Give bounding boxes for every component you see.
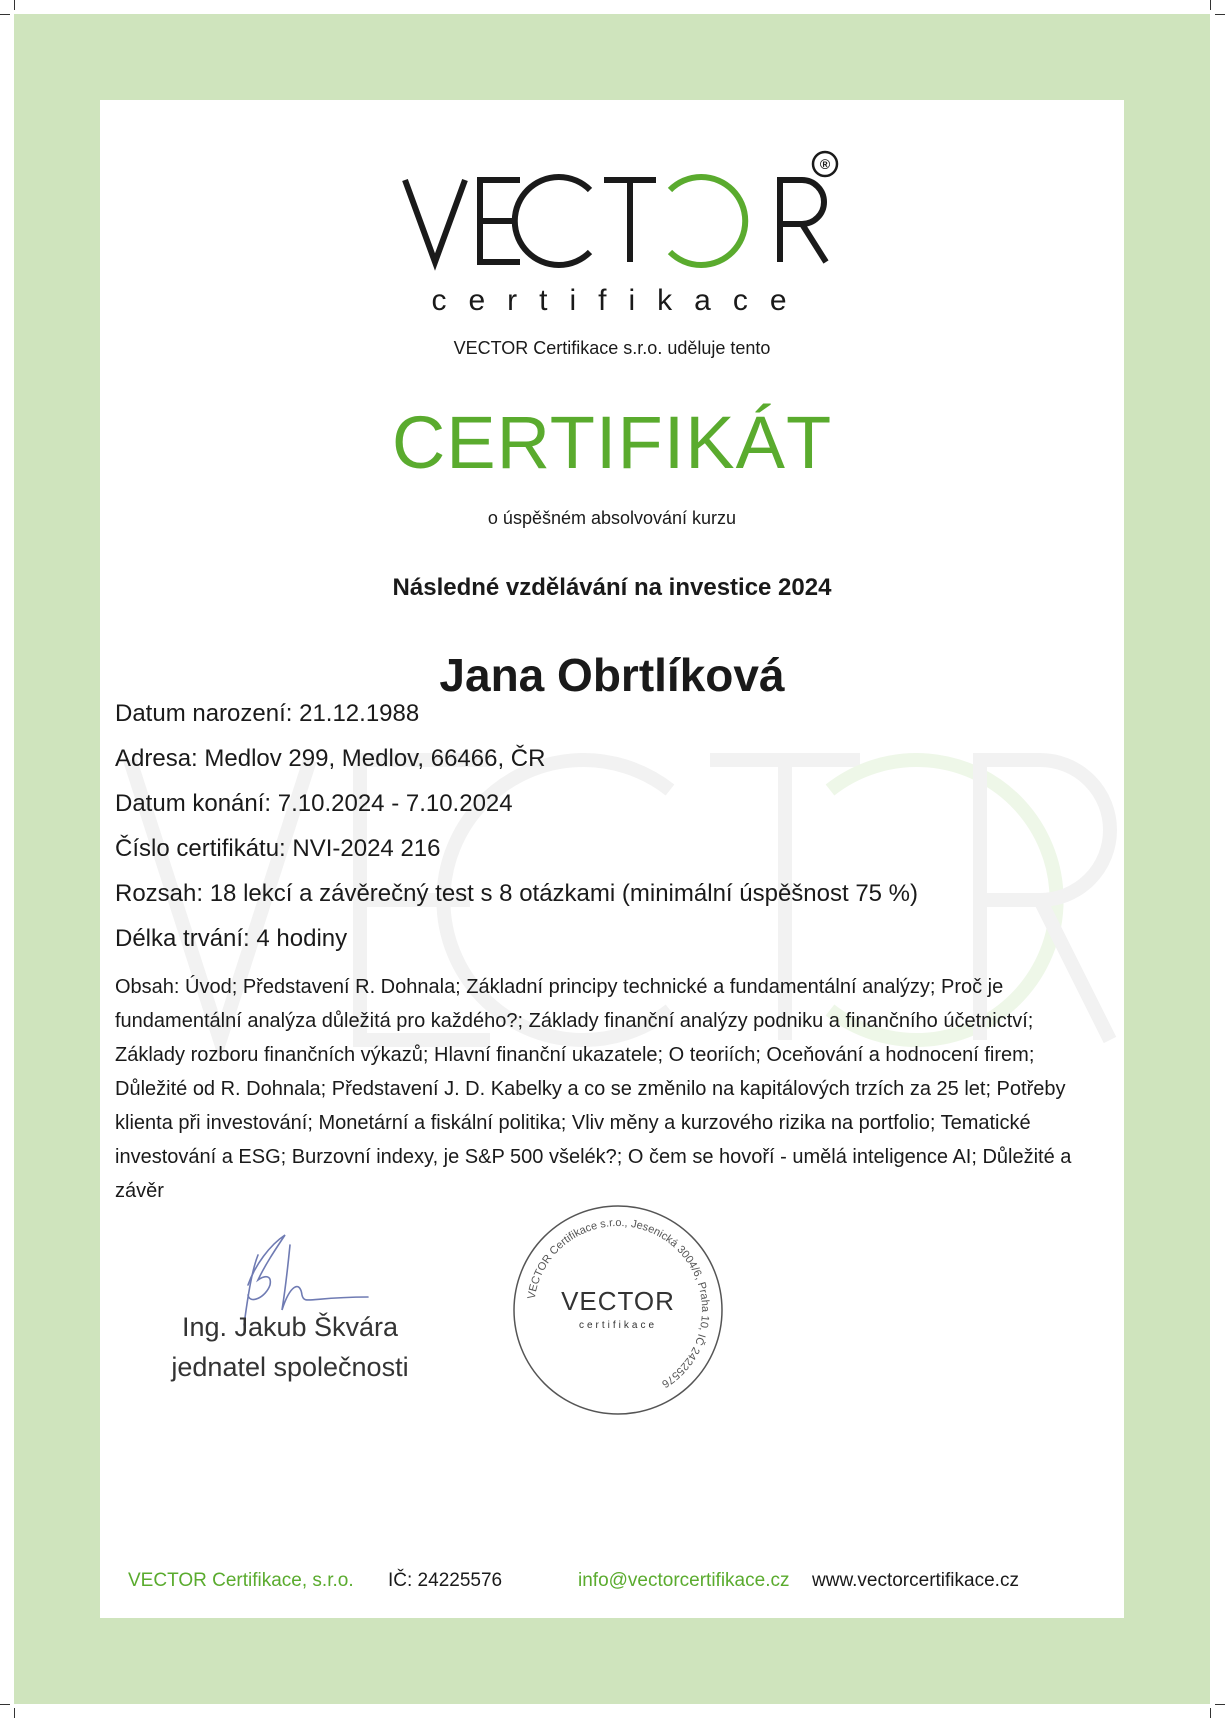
signer-name: Ing. Jakub Škvára	[181, 1312, 399, 1342]
vector-logo	[400, 150, 840, 320]
certificate-subtitle: o úspěšném absolvování kurzu	[487, 508, 737, 528]
birth-date: Datum narození: 21.12.1988	[115, 700, 420, 727]
crop-mark-bottom-left	[14, 1708, 15, 1718]
logo-tagline: certifikace	[431, 284, 809, 317]
crop-mark-bottom-right-h	[1215, 1704, 1225, 1705]
course-content: Obsah: Úvod; Představení R. Dohnala; Základní principy technické a fundamentální analýzy; Proč je fundamentální analýza důležitá pro každého?; Základy finanční analýzy podniku a finančního účetnictví; Základy rozboru finančních výkazů; Hlavní finanční ukazatele; O teoriích; Oceňování a hodnocení firem; Důležité od R. Dohnala; Představení J. D. Kabelky a co se změnilo na kapitálových trzích za 25 let; Potřeby klienta při investování; Monetární a fiskální politika; Vliv měny a kurzového rizika na portfolio; Tematické investování a ESG; Burzovní indexy, je S&P 500 všelék?; O čem se hovoří - umělá inteligence AI; Důležité a závěr	[115, 976, 1072, 1202]
course-date: Datum konání: 7.10.2024 - 7.10.2024	[115, 790, 513, 817]
course-scope: Rozsah: 18 lekcí a závěrečný test s 8 otázkami (minimální úspěšnost 75 %)	[115, 880, 919, 907]
course-duration: Délka trvání: 4 hodiny	[115, 925, 348, 952]
address: Adresa: Medlov 299, Medlov, 66466, ČR	[115, 745, 546, 772]
recipient-name: Jana Obrtlíková	[439, 649, 785, 701]
footer-website[interactable]: www.vectorcertifikace.cz	[812, 1570, 1019, 1591]
footer-company: VECTOR Certifikace, s.r.o.	[128, 1570, 354, 1591]
stamp-ring-text: VECTOR Certifikace s.r.o., Jesenická 3004/6, Praha 10, IČ 24225576	[525, 1216, 712, 1390]
signer-role: jednatel společnosti	[171, 1352, 409, 1382]
certificate-number: Číslo certifikátu: NVI-2024 216	[115, 835, 441, 862]
crop-mark-top-left-h	[0, 14, 10, 15]
footer-ico: IČ: 24225576	[388, 1570, 503, 1591]
crop-mark-bottom-left-h	[0, 1704, 10, 1705]
company-stamp	[508, 1200, 728, 1420]
crop-mark-top-right-h	[1215, 14, 1225, 15]
issuer-line: VECTOR Certifikace s.r.o. uděluje tento	[453, 338, 771, 358]
crop-mark-top-left	[14, 0, 15, 10]
course-name: Následné vzdělávání na investice 2024	[392, 574, 832, 601]
certificate-title: CERTIFIKÁT	[391, 401, 833, 484]
crop-mark-top-right	[1210, 0, 1211, 10]
registered-mark: ®	[819, 156, 831, 172]
crop-mark-bottom-right	[1210, 1708, 1211, 1718]
certificate-sheet	[100, 100, 1124, 1618]
footer-email[interactable]: info@vectorcertifikace.cz	[578, 1570, 790, 1591]
stamp-tagline: certifikace	[578, 1320, 658, 1331]
stamp-logo: VECTOR	[561, 1286, 675, 1316]
